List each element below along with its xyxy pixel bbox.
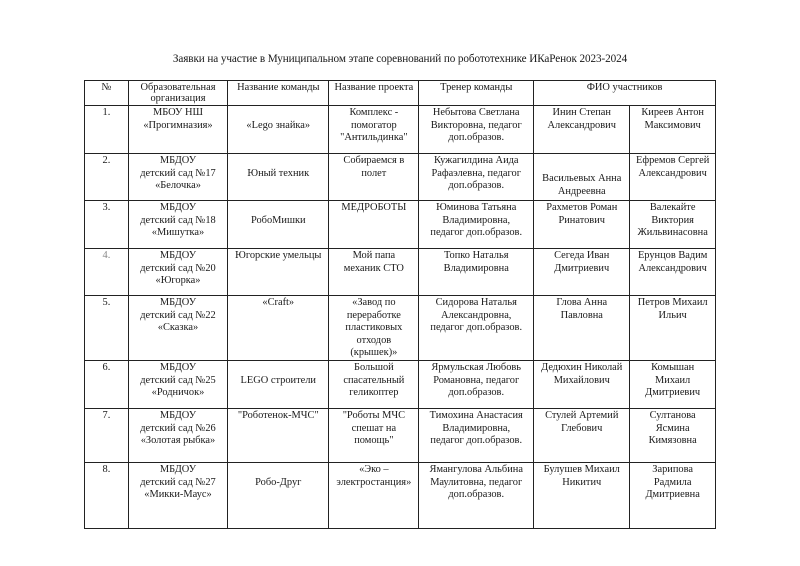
cell-project — [329, 462, 419, 528]
cell-coach-line: Топко Наталья — [443, 250, 509, 261]
cell-org — [128, 462, 227, 528]
cell-coach-line: Кужагилдина Аида — [433, 155, 519, 166]
cell-coach-line: педагог доп.образов. — [430, 322, 523, 334]
cell-coach-line: Владимировна, — [442, 422, 511, 434]
cell-participant-2-line: Дмитриевич — [645, 387, 701, 399]
cell-team — [228, 360, 329, 408]
cell-participant-1-line: Дедюхин Николай — [541, 361, 623, 373]
cell-num — [85, 462, 129, 528]
cell-participant-1-line: Никитич — [562, 476, 602, 488]
cell-participant-2-line: Султанова — [649, 409, 696, 421]
cell-participant-1 — [534, 296, 630, 361]
cell-coach-line: доп.образов. — [448, 180, 505, 192]
cell-project-line: помогатор — [350, 119, 397, 131]
cell-team — [228, 154, 329, 201]
cell-org-line: детский сад №17 — [140, 167, 216, 179]
cell-project-line: полет — [361, 167, 387, 179]
cell-participant-1-line: Глебович — [561, 422, 603, 434]
cell-org-line: «Микки-Маус» — [144, 489, 212, 501]
cell-org-line: МБДОУ — [159, 463, 197, 475]
cell-num — [85, 249, 129, 296]
table-row — [85, 408, 716, 462]
cell-coach-line: Ямангулова Альбина — [429, 463, 523, 475]
cell-org-line: детский сад №26 — [140, 422, 216, 434]
cell-participant-2-line: Комышан — [651, 361, 695, 373]
cell-org-line: МБДОУ — [159, 250, 197, 261]
cell-coach — [419, 106, 534, 154]
table-row — [85, 201, 716, 249]
cell-org-line: МБОУ НШ — [152, 107, 203, 118]
cell-project — [329, 106, 419, 154]
cell-coach-line: Викторовна, педагог — [430, 119, 522, 131]
cell-participant-1-line: Васильевых Анна — [542, 173, 622, 184]
cell-participant-1 — [534, 201, 630, 249]
cell-org — [128, 249, 227, 296]
cell-participant-2-line: Радмила — [653, 476, 692, 488]
cell-participant-1 — [534, 408, 630, 462]
cell-num-text: 5. — [102, 297, 111, 308]
cell-participant-1-line: Дмитриевич — [554, 262, 610, 274]
cell-participant-1-line: Александрович — [547, 119, 616, 131]
cell-project-line: «Завод по — [352, 297, 396, 308]
header-participants: ФИО участников — [534, 81, 716, 106]
cell-participant-1 — [534, 360, 630, 408]
cell-org-line: МБДОУ — [159, 361, 197, 373]
cell-participant-1-line: Ринатович — [558, 214, 606, 226]
cell-org — [128, 154, 227, 201]
cell-project-line: "Роботы МЧС — [342, 409, 406, 421]
cell-participant-2-line: Кимязовна — [648, 435, 697, 447]
document-title: Заявки на участие в Муниципальном этапе соревнований по робототехнике ИКаРенок 2023-2024 — [172, 53, 628, 65]
header-num: № — [85, 81, 129, 106]
cell-project-line: спешат на — [351, 422, 397, 434]
cell-coach — [419, 296, 534, 361]
cell-participant-2-line: Михаил — [655, 374, 691, 386]
cell-team-text: Робо-Друг — [255, 476, 302, 488]
cell-participant-1-line: Андреевна — [557, 185, 606, 197]
cell-org-line: детский сад №22 — [140, 309, 216, 321]
cell-project — [329, 296, 419, 361]
cell-org-line: детский сад №18 — [140, 214, 216, 226]
cell-coach-line: Сидорова Наталья — [435, 297, 517, 308]
cell-org — [128, 408, 227, 462]
cell-project — [329, 201, 419, 249]
cell-num-text: 8. — [102, 463, 111, 475]
cell-participant-2-line: Зарипова — [652, 463, 693, 475]
cell-coach-line: педагог доп.образов. — [430, 227, 523, 239]
cell-org-line: «Сказка» — [157, 322, 199, 334]
cell-num-text: 3. — [102, 202, 111, 213]
cell-team — [228, 296, 329, 361]
cell-participant-1 — [534, 154, 630, 201]
cell-coach-line: педагог доп.образов. — [430, 435, 523, 447]
cell-coach-line: доп.образов. — [448, 387, 505, 399]
cell-coach — [419, 201, 534, 249]
table-row — [85, 249, 716, 296]
cell-participant-1-line: Сегеда Иван — [554, 250, 610, 261]
cell-num-text: 2. — [102, 155, 111, 166]
cell-coach-line: Небытова Светлана — [432, 107, 520, 118]
cell-org — [128, 360, 227, 408]
cell-project — [329, 154, 419, 201]
cell-participant-1 — [534, 249, 630, 296]
cell-org-line: «Белочка» — [155, 180, 201, 192]
cell-team-text: Юный техник — [247, 168, 310, 179]
cell-num — [85, 154, 129, 201]
cell-coach-line: Рафаэлевна, педагог — [431, 167, 521, 179]
header-team: Название команды — [228, 81, 329, 106]
cell-team — [228, 462, 329, 528]
cell-num — [85, 106, 129, 154]
cell-participant-2 — [630, 462, 716, 528]
cell-participant-2-line: Ефремов Сергей — [635, 155, 710, 166]
cell-org-line: МБДОУ — [159, 297, 197, 308]
cell-org-line: «Родничок» — [151, 387, 205, 399]
cell-coach — [419, 249, 534, 296]
cell-participant-1 — [534, 462, 630, 528]
cell-project — [329, 249, 419, 296]
cell-project-line: Собираемся в — [343, 155, 405, 166]
cell-org-line: детский сад №27 — [140, 476, 216, 488]
cell-org — [128, 201, 227, 249]
cell-participant-2-line: Александрович — [638, 167, 707, 179]
cell-participant-1-line: Булушев Михаил — [543, 463, 620, 475]
cell-org-line: МБДОУ — [159, 155, 197, 166]
cell-team-text: «Lego знайка» — [246, 120, 311, 131]
cell-project-line: пластиковых — [345, 322, 403, 334]
cell-org-line: «Золотая рыбка» — [140, 435, 216, 447]
cell-team-text: Югорские умельцы — [235, 250, 322, 261]
cell-coach-line: Маулитовна, педагог — [430, 476, 523, 488]
cell-coach — [419, 408, 534, 462]
cell-coach-line: Ярмульская Любовь — [431, 361, 522, 373]
cell-participant-2-line: Петров Михаил — [637, 297, 708, 308]
cell-participant-2 — [630, 360, 716, 408]
cell-project-line: Мой папа — [352, 250, 396, 261]
cell-participant-2-line: Ерунцов Вадим — [637, 250, 708, 261]
cell-participant-1-line: Стулей Артемий — [545, 409, 619, 421]
cell-coach-line: доп.образов. — [448, 489, 505, 501]
table-row — [85, 360, 716, 408]
cell-coach-line: Владимировна, — [442, 214, 511, 226]
cell-org — [128, 106, 227, 154]
cell-participant-2-line: Жильвинасовна — [637, 227, 708, 239]
cell-participant-1-line: Павловна — [560, 309, 603, 321]
cell-participant-2 — [630, 408, 716, 462]
cell-org-line: «Прогимназия» — [143, 119, 213, 131]
cell-org-line: детский сад №20 — [140, 262, 216, 274]
cell-project-line: (крышек)» — [350, 347, 398, 359]
cell-participant-1-line: Михайлович — [553, 374, 610, 386]
cell-participant-1-line: Рахметов Роман — [546, 202, 618, 213]
cell-coach — [419, 360, 534, 408]
cell-project-line: "Антильдинка" — [340, 132, 408, 144]
cell-coach-line: Романовна, педагог — [433, 374, 520, 386]
table-row — [85, 462, 716, 528]
cell-participant-2-line: Ясмина — [655, 422, 690, 434]
cell-coach-line: Владимировна — [443, 262, 509, 274]
cell-project — [329, 360, 419, 408]
header-project: Название проекта — [329, 81, 419, 106]
cell-project-line: спасательный — [343, 374, 405, 386]
cell-org-line: детский сад №25 — [140, 374, 216, 386]
cell-participant-2-line: Максимович — [644, 119, 701, 131]
cell-participant-2 — [630, 201, 716, 249]
table-row — [85, 296, 716, 361]
cell-project-line: «Эко – — [359, 463, 389, 475]
cell-project-line: МЕДРОБОТЫ — [341, 202, 407, 213]
cell-coach — [419, 462, 534, 528]
cell-coach-line: доп.образов. — [448, 132, 505, 144]
cell-coach-line: Александровна, — [441, 309, 512, 321]
header-coach: Тренер команды — [419, 81, 534, 106]
cell-num — [85, 408, 129, 462]
cell-num — [85, 201, 129, 249]
cell-org-line: «Мишутка» — [151, 227, 205, 239]
cell-team — [228, 249, 329, 296]
cell-num-text: 4. — [102, 250, 111, 261]
cell-participant-2-line: Киреев Антон — [641, 107, 704, 118]
cell-coach-line: Тимохина Анастасия — [429, 409, 523, 421]
cell-team — [228, 106, 329, 154]
cell-project — [329, 408, 419, 462]
cell-project-line: механик СТО — [343, 262, 404, 274]
cell-org-line: МБДОУ — [159, 202, 197, 213]
cell-project-line: электростанция» — [336, 476, 412, 488]
header-org: Образовательная организация — [128, 81, 227, 106]
table-row — [85, 106, 716, 154]
cell-num-text: 6. — [102, 361, 111, 373]
cell-team — [228, 408, 329, 462]
cell-coach — [419, 154, 534, 201]
applications-table — [84, 80, 716, 529]
cell-project-line: помощь" — [354, 435, 394, 447]
cell-coach-line: Юминова Татьяна — [436, 202, 517, 213]
cell-org — [128, 296, 227, 361]
cell-participant-2 — [630, 296, 716, 361]
cell-num-text: 7. — [102, 409, 111, 421]
cell-participant-1-line: Инин Степан — [552, 107, 611, 118]
cell-participant-2 — [630, 154, 716, 201]
cell-team-text: РобоМишки — [250, 215, 306, 226]
header-row — [85, 81, 716, 106]
cell-project-line: отходов — [356, 334, 392, 346]
cell-num — [85, 360, 129, 408]
cell-participant-2 — [630, 249, 716, 296]
table-row — [85, 154, 716, 201]
cell-participant-2-line: Валекайте — [649, 202, 696, 213]
cell-project-line: геликоптер — [349, 387, 399, 399]
cell-project-line: Большой — [354, 361, 394, 373]
cell-participant-2 — [630, 106, 716, 154]
cell-team-text: "Роботенок-МЧС" — [237, 409, 319, 421]
cell-org-line: «Югорка» — [155, 275, 201, 287]
cell-num — [85, 296, 129, 361]
cell-participant-2-line: Дмитриевна — [645, 489, 700, 501]
cell-participant-2-line: Ильич — [658, 309, 687, 321]
cell-org-line: МБДОУ — [159, 409, 197, 421]
cell-participant-2-line: Виктория — [651, 214, 694, 226]
cell-project-line: переработке — [346, 309, 401, 321]
cell-num-text: 1. — [102, 107, 111, 118]
cell-team-text: «Craft» — [262, 297, 295, 308]
cell-project-line: Комплекс - — [349, 107, 399, 118]
cell-participant-1 — [534, 106, 630, 154]
cell-participant-1-line: Глова Анна — [556, 297, 608, 308]
cell-participant-2-line: Александрович — [638, 262, 707, 274]
cell-team — [228, 201, 329, 249]
cell-team-text: LEGO строители — [240, 374, 316, 386]
